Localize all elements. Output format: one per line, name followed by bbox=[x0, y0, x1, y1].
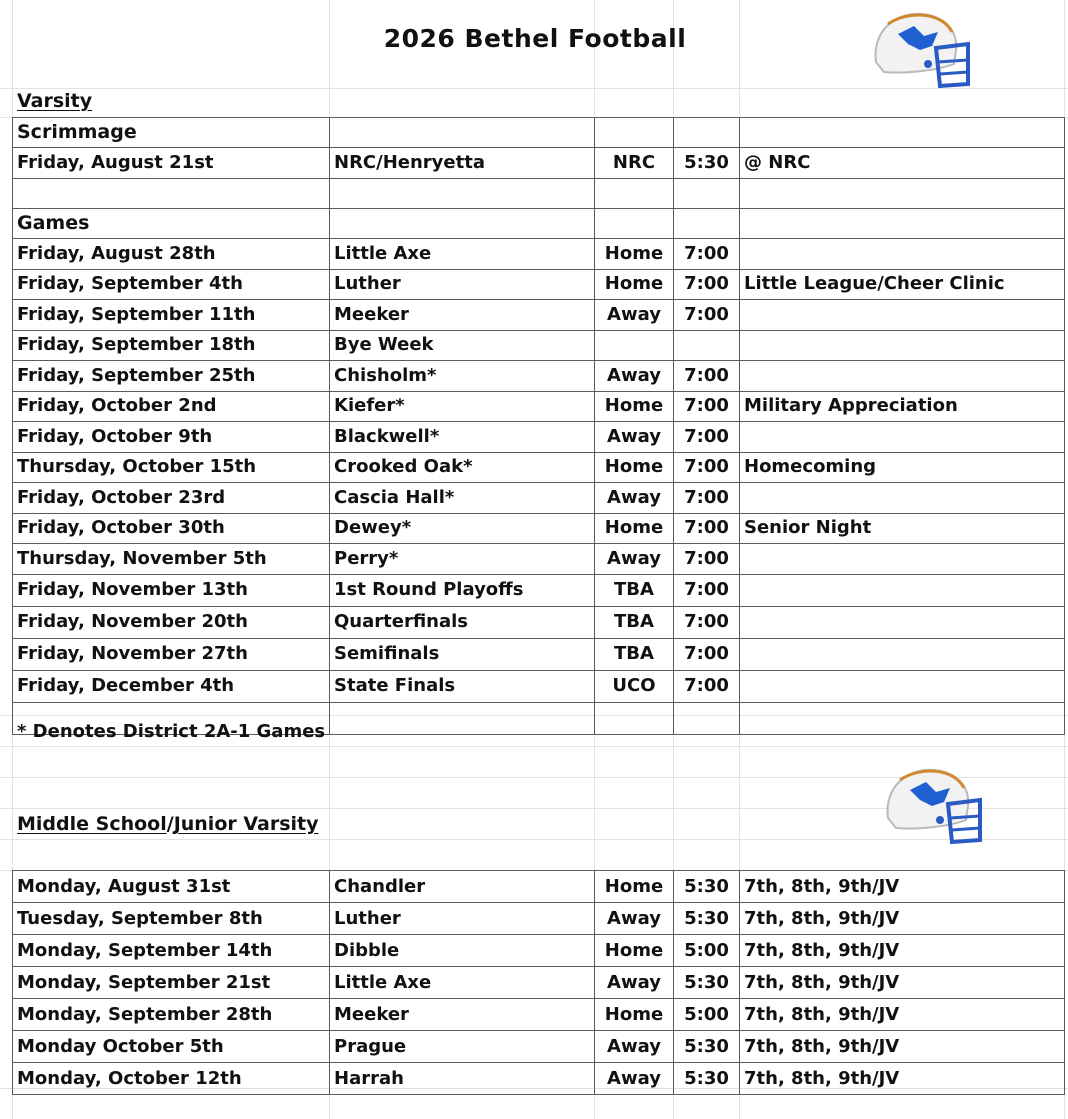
cell-notes bbox=[740, 574, 1065, 606]
cell-opponent: Luther bbox=[330, 269, 595, 300]
ms-heading-separator: / bbox=[166, 813, 174, 835]
gridline-horizontal bbox=[0, 746, 1068, 747]
cell-opponent: Harrah bbox=[330, 1063, 595, 1095]
cell-location: Home bbox=[595, 513, 674, 544]
table-row bbox=[13, 1063, 1065, 1095]
cell-time: 7:00 bbox=[674, 544, 740, 575]
cell-location: Away bbox=[595, 544, 674, 575]
cell-date: Monday, October 12th bbox=[13, 1063, 330, 1095]
cell-time: 7:00 bbox=[674, 391, 740, 422]
cell-date: Friday, November 27th bbox=[13, 638, 330, 670]
cell-notes: 7th, 8th, 9th/JV bbox=[740, 903, 1065, 935]
empty-cell bbox=[674, 209, 740, 239]
cell-notes bbox=[740, 422, 1065, 453]
varsity-heading: Varsity bbox=[17, 90, 93, 112]
cell-date: Friday, September 25th bbox=[13, 361, 330, 392]
cell-location: Away bbox=[595, 1063, 674, 1095]
table-row bbox=[13, 513, 1065, 544]
varsity-schedule-table bbox=[12, 117, 1065, 735]
empty-cell bbox=[330, 209, 595, 239]
cell-time bbox=[674, 330, 740, 361]
table-row bbox=[13, 606, 1065, 638]
cell-location: Away bbox=[595, 903, 674, 935]
blank-row bbox=[13, 179, 1065, 209]
cell-date: Friday, September 11th bbox=[13, 300, 330, 331]
cell-location: TBA bbox=[595, 606, 674, 638]
cell-notes bbox=[740, 330, 1065, 361]
football-helmet-icon bbox=[868, 6, 972, 90]
table-row bbox=[13, 967, 1065, 999]
cell-location: TBA bbox=[595, 574, 674, 606]
table-row bbox=[13, 935, 1065, 967]
empty-cell bbox=[740, 209, 1065, 239]
cell-notes bbox=[740, 638, 1065, 670]
cell-opponent: Perry* bbox=[330, 544, 595, 575]
ms-jv-schedule-table bbox=[12, 870, 1065, 1095]
cell-date: Thursday, October 15th bbox=[13, 452, 330, 483]
cell-opponent: Cascia Hall* bbox=[330, 483, 595, 514]
cell-date: Friday, October 2nd bbox=[13, 391, 330, 422]
cell-date: Friday, September 4th bbox=[13, 269, 330, 300]
cell-notes bbox=[740, 670, 1065, 702]
cell-time: 7:00 bbox=[674, 422, 740, 453]
cell-notes bbox=[740, 239, 1065, 270]
cell-location: NRC bbox=[595, 148, 674, 179]
cell-time: 7:00 bbox=[674, 452, 740, 483]
table-row bbox=[13, 483, 1065, 514]
cell-notes bbox=[740, 300, 1065, 331]
table-row bbox=[13, 670, 1065, 702]
cell-location: Away bbox=[595, 1031, 674, 1063]
cell-time: 7:00 bbox=[674, 606, 740, 638]
cell-time: 5:30 bbox=[674, 1031, 740, 1063]
cell-time: 7:00 bbox=[674, 670, 740, 702]
cell-date: Friday, December 4th bbox=[13, 670, 330, 702]
cell-notes bbox=[740, 544, 1065, 575]
table-row bbox=[13, 638, 1065, 670]
empty-cell bbox=[330, 179, 595, 209]
cell-time: 7:00 bbox=[674, 269, 740, 300]
cell-opponent: Quarterfinals bbox=[330, 606, 595, 638]
cell-time: 5:30 bbox=[674, 871, 740, 903]
table-row bbox=[13, 148, 1065, 179]
cell-opponent: Bye Week bbox=[330, 330, 595, 361]
cell-opponent: Kiefer* bbox=[330, 391, 595, 422]
table-row bbox=[13, 269, 1065, 300]
cell-opponent: Dibble bbox=[330, 935, 595, 967]
empty-cell bbox=[595, 179, 674, 209]
cell-notes: Little League/Cheer Clinic bbox=[740, 269, 1065, 300]
empty-cell bbox=[740, 118, 1065, 148]
cell-opponent: Little Axe bbox=[330, 239, 595, 270]
cell-opponent: Blackwell* bbox=[330, 422, 595, 453]
cell-time: 5:00 bbox=[674, 999, 740, 1031]
section-label-cell: Scrimmage bbox=[13, 118, 330, 148]
cell-opponent: Chandler bbox=[330, 871, 595, 903]
table-row bbox=[13, 871, 1065, 903]
table-row bbox=[13, 452, 1065, 483]
table-row bbox=[13, 330, 1065, 361]
cell-time: 5:30 bbox=[674, 967, 740, 999]
cell-notes: @ NRC bbox=[740, 148, 1065, 179]
district-footnote: * Denotes District 2A-1 Games bbox=[17, 721, 326, 742]
table-row bbox=[13, 239, 1065, 270]
empty-cell bbox=[595, 209, 674, 239]
empty-cell bbox=[330, 702, 595, 734]
ms-heading-part2: Junior Varsity bbox=[173, 813, 319, 835]
table-row bbox=[13, 391, 1065, 422]
cell-opponent: Chisholm* bbox=[330, 361, 595, 392]
cell-location bbox=[595, 330, 674, 361]
cell-date: Friday, August 28th bbox=[13, 239, 330, 270]
cell-notes bbox=[740, 483, 1065, 514]
cell-time: 7:00 bbox=[674, 638, 740, 670]
cell-location: Home bbox=[595, 999, 674, 1031]
cell-opponent: State Finals bbox=[330, 670, 595, 702]
cell-time: 7:00 bbox=[674, 300, 740, 331]
empty-cell bbox=[595, 702, 674, 734]
cell-date: Friday, October 23rd bbox=[13, 483, 330, 514]
cell-location: Away bbox=[595, 422, 674, 453]
empty-cell bbox=[13, 179, 330, 209]
empty-cell bbox=[740, 702, 1065, 734]
football-helmet-icon bbox=[880, 762, 984, 846]
cell-date: Monday, September 14th bbox=[13, 935, 330, 967]
cell-date: Monday October 5th bbox=[13, 1031, 330, 1063]
scrimmage-label-row bbox=[13, 118, 1065, 148]
table-row bbox=[13, 422, 1065, 453]
table-row bbox=[13, 544, 1065, 575]
cell-date: Thursday, November 5th bbox=[13, 544, 330, 575]
cell-time: 7:00 bbox=[674, 574, 740, 606]
cell-opponent: Semifinals bbox=[330, 638, 595, 670]
cell-location: Away bbox=[595, 483, 674, 514]
cell-notes: 7th, 8th, 9th/JV bbox=[740, 1063, 1065, 1095]
cell-location: Home bbox=[595, 239, 674, 270]
cell-notes: 7th, 8th, 9th/JV bbox=[740, 1031, 1065, 1063]
empty-cell bbox=[674, 118, 740, 148]
cell-notes: 7th, 8th, 9th/JV bbox=[740, 871, 1065, 903]
cell-date: Friday, August 21st bbox=[13, 148, 330, 179]
cell-opponent: Dewey* bbox=[330, 513, 595, 544]
table-row bbox=[13, 999, 1065, 1031]
cell-notes bbox=[740, 606, 1065, 638]
cell-opponent: Meeker bbox=[330, 999, 595, 1031]
empty-cell bbox=[740, 179, 1065, 209]
empty-cell bbox=[595, 118, 674, 148]
cell-date: Friday, October 30th bbox=[13, 513, 330, 544]
cell-opponent: Little Axe bbox=[330, 967, 595, 999]
table-row bbox=[13, 903, 1065, 935]
cell-opponent: Luther bbox=[330, 903, 595, 935]
cell-time: 7:00 bbox=[674, 239, 740, 270]
cell-date: Monday, September 28th bbox=[13, 999, 330, 1031]
cell-date: Friday, October 9th bbox=[13, 422, 330, 453]
cell-notes: 7th, 8th, 9th/JV bbox=[740, 999, 1065, 1031]
table-row bbox=[13, 300, 1065, 331]
empty-cell bbox=[330, 118, 595, 148]
cell-notes: 7th, 8th, 9th/JV bbox=[740, 935, 1065, 967]
cell-time: 7:00 bbox=[674, 513, 740, 544]
cell-date: Friday, November 13th bbox=[13, 574, 330, 606]
cell-notes: 7th, 8th, 9th/JV bbox=[740, 967, 1065, 999]
cell-opponent: Crooked Oak* bbox=[330, 452, 595, 483]
cell-time: 5:00 bbox=[674, 935, 740, 967]
cell-location: Home bbox=[595, 391, 674, 422]
table-row bbox=[13, 361, 1065, 392]
cell-date: Monday, August 31st bbox=[13, 871, 330, 903]
cell-time: 5:30 bbox=[674, 148, 740, 179]
cell-date: Friday, November 20th bbox=[13, 606, 330, 638]
cell-notes: Senior Night bbox=[740, 513, 1065, 544]
cell-date: Tuesday, September 8th bbox=[13, 903, 330, 935]
table-row bbox=[13, 1031, 1065, 1063]
cell-date: Friday, September 18th bbox=[13, 330, 330, 361]
cell-notes: Military Appreciation bbox=[740, 391, 1065, 422]
cell-date: Monday, September 21st bbox=[13, 967, 330, 999]
cell-notes: Homecoming bbox=[740, 452, 1065, 483]
section-label-cell: Games bbox=[13, 209, 330, 239]
cell-notes bbox=[740, 361, 1065, 392]
cell-opponent: 1st Round Playoffs bbox=[330, 574, 595, 606]
cell-location: Away bbox=[595, 300, 674, 331]
cell-opponent: Meeker bbox=[330, 300, 595, 331]
cell-location: TBA bbox=[595, 638, 674, 670]
cell-time: 7:00 bbox=[674, 361, 740, 392]
cell-location: Away bbox=[595, 361, 674, 392]
page-title: 2026 Bethel Football bbox=[383, 24, 687, 53]
cell-opponent: NRC/Henryetta bbox=[330, 148, 595, 179]
cell-time: 5:30 bbox=[674, 903, 740, 935]
table-row bbox=[13, 574, 1065, 606]
cell-location: Away bbox=[595, 967, 674, 999]
games-label-row bbox=[13, 209, 1065, 239]
ms-heading-part1: Middle School bbox=[17, 813, 167, 835]
cell-location: Home bbox=[595, 269, 674, 300]
empty-cell bbox=[674, 179, 740, 209]
empty-cell bbox=[674, 702, 740, 734]
cell-time: 7:00 bbox=[674, 483, 740, 514]
cell-time: 5:30 bbox=[674, 1063, 740, 1095]
cell-location: UCO bbox=[595, 670, 674, 702]
cell-opponent: Prague bbox=[330, 1031, 595, 1063]
cell-location: Home bbox=[595, 935, 674, 967]
cell-location: Home bbox=[595, 452, 674, 483]
ms-jv-heading bbox=[17, 813, 319, 835]
cell-location: Home bbox=[595, 871, 674, 903]
